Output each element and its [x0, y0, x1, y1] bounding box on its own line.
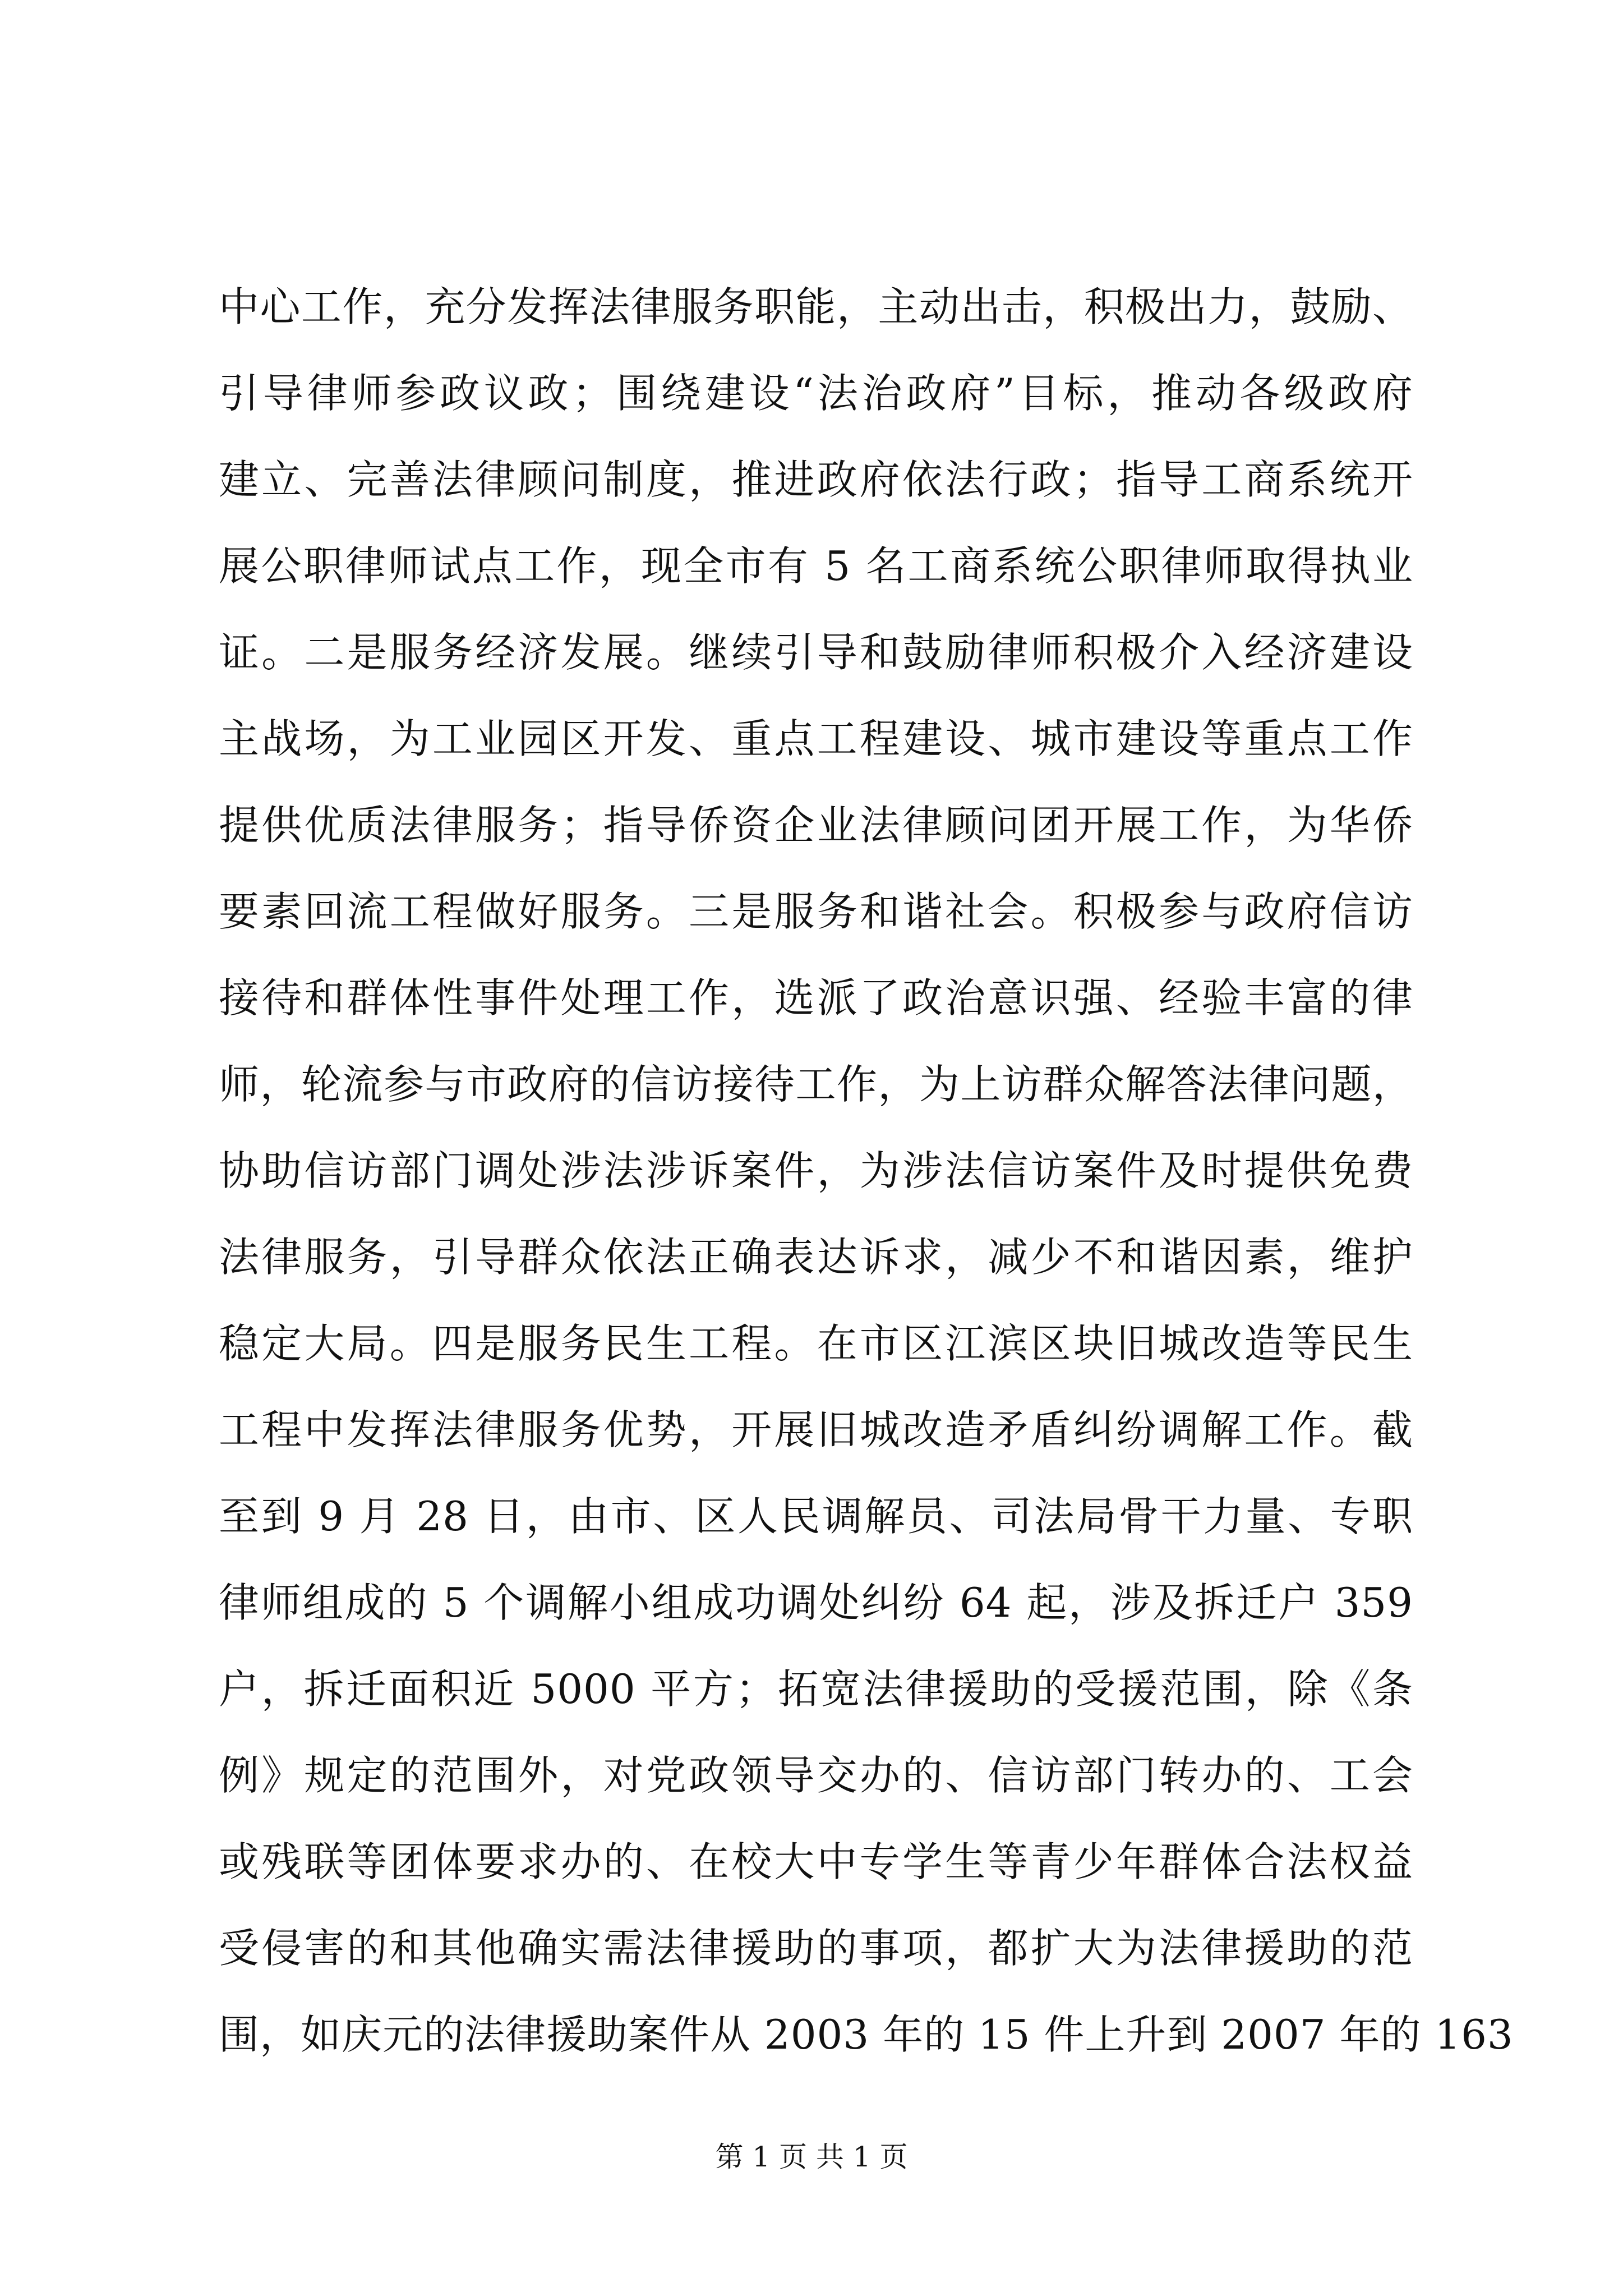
text-line: 户，拆迁面积近 5000 平方；拓宽法律援助的受援范围，除《条 — [219, 1665, 1413, 1713]
text-line: 提供优质法律服务；指导侨资企业法律顾问团开展工作，为华侨 — [219, 802, 1413, 849]
text-line: 法律服务，引导群众依法正确表达诉求，减少不和谐因素，维护 — [219, 1234, 1413, 1281]
text-line: 至到 9 月 28 日，由市、区人民调解员、司法局骨干力量、专职 — [219, 1493, 1413, 1540]
text-line: 中心工作，充分发挥法律服务职能，主动出击，积极出力，鼓励、 — [219, 283, 1413, 330]
text-line: 工程中发挥法律服务优势，开展旧城改造矛盾纠纷调解工作。截 — [219, 1406, 1413, 1453]
text-line: 主战场，为工业园区开发、重点工程建设、城市建设等重点工作 — [219, 715, 1413, 762]
text-line: 围，如庆元的法律援助案件从 2003 年的 15 件上升到 2007 年的 163 — [219, 2011, 1514, 2058]
text-line: 例》规定的范围外，对党政领导交办的、信访部门转办的、工会 — [219, 1752, 1413, 1799]
text-line: 协助信访部门调处涉法涉诉案件，为涉法信访案件及时提供免费 — [219, 1147, 1413, 1194]
text-line: 稳定大局。四是服务民生工程。在市区江滨区块旧城改造等民生 — [219, 1320, 1413, 1367]
text-line: 或残联等团体要求办的、在校大中专学生等青少年群体合法权益 — [219, 1838, 1413, 1885]
text-line: 律师组成的 5 个调解小组成功调处纠纷 64 起，涉及拆迁户 359 — [219, 1579, 1413, 1626]
text-line: 要素回流工程做好服务。三是服务和谐社会。积极参与政府信访 — [219, 888, 1413, 935]
text-line: 建立、完善法律顾问制度，推进政府依法行政；指导工商系统开 — [219, 456, 1413, 503]
text-line: 接待和群体性事件处理工作，选派了政治意识强、经验丰富的律 — [219, 974, 1413, 1022]
text-line: 引导律师参政议政；围绕建设“法治政府”目标，推动各级政府 — [219, 370, 1413, 417]
text-line: 师，轮流参与市政府的信访接待工作，为上访群众解答法律问题， — [219, 1061, 1413, 1108]
text-line: 展公职律师试点工作，现全市有 5 名工商系统公职律师取得执业 — [219, 542, 1413, 590]
body-text — [219, 264, 1514, 2078]
text-line: 证。二是服务经济发展。继续引导和鼓励律师积极介入经济建设 — [219, 629, 1413, 676]
text-line: 受侵害的和其他确实需法律援助的事项，都扩大为法律援助的范 — [219, 1925, 1413, 1972]
page-footer: 第 1 页 共 1 页 — [715, 2141, 908, 2173]
